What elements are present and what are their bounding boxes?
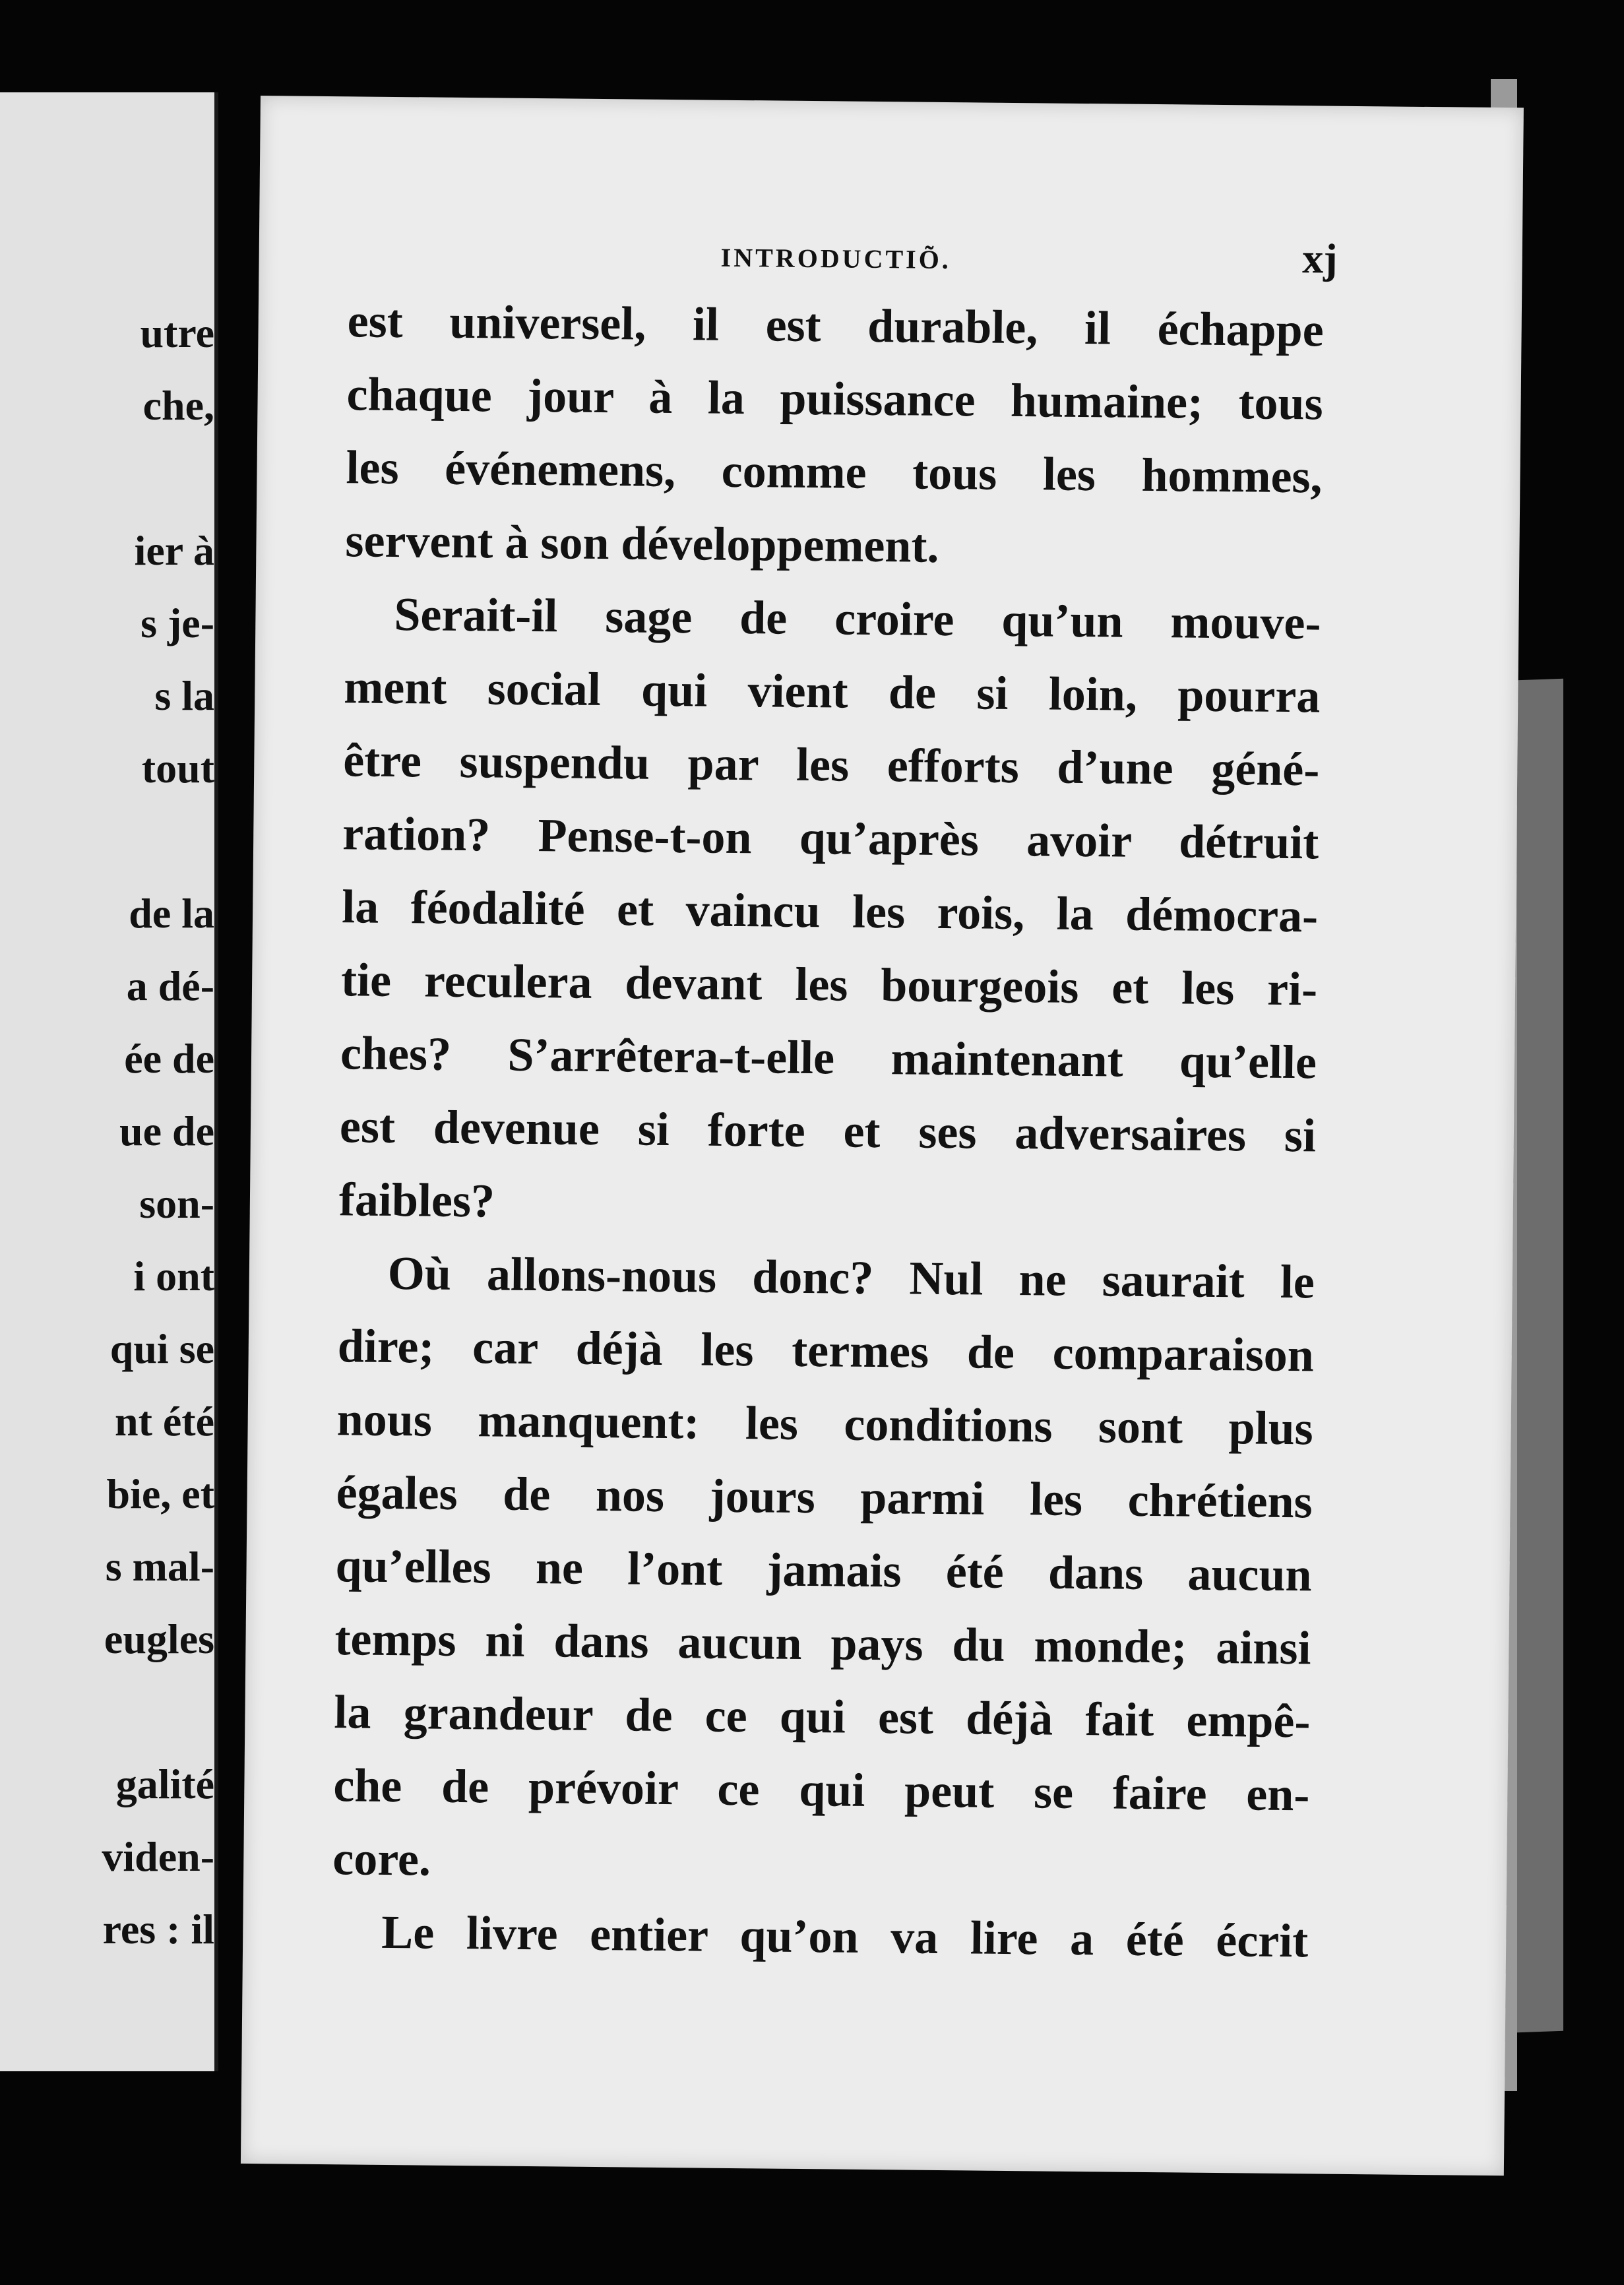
left-page-line: i ont bbox=[133, 1253, 214, 1299]
text-line: est devenue si forte et ses adversaires si bbox=[339, 1100, 1317, 1162]
left-page-line: qui se bbox=[109, 1325, 214, 1372]
text-line: ment social qui vient de si loin, pourra bbox=[344, 660, 1321, 723]
text-line: dire; car déjà les termes de comparaison bbox=[337, 1319, 1315, 1382]
text-line: la féodalité et vaincu les rois, la démocra- bbox=[341, 880, 1319, 943]
text-line: est universel, il est durable, il échappe bbox=[347, 294, 1325, 357]
text-line: les événemens, comme tous les hommes, bbox=[346, 441, 1323, 503]
text-line: chaque jour à la puissance humaine; tous bbox=[346, 367, 1323, 430]
left-page-line bbox=[0, 1675, 214, 1748]
body-text bbox=[332, 284, 1324, 1978]
text-line: faibles? bbox=[338, 1173, 495, 1228]
left-page-line: ier à bbox=[134, 527, 214, 574]
book-page bbox=[241, 96, 1524, 2175]
left-page-line: son- bbox=[139, 1180, 214, 1227]
left-page-line: viden- bbox=[102, 1833, 214, 1880]
text-line: core. bbox=[332, 1832, 431, 1886]
left-page-line: s mal- bbox=[105, 1543, 214, 1590]
left-page-line: ée de bbox=[124, 1035, 214, 1082]
left-page-line: ue de bbox=[119, 1108, 214, 1154]
text-line: qu’elles ne l’ont jamais été dans aucun bbox=[335, 1539, 1312, 1602]
left-page-line: bie, et bbox=[106, 1470, 214, 1517]
left-page-line bbox=[0, 805, 214, 877]
text-line: ration? Pense-t-on qu’après avoir détruit bbox=[342, 807, 1319, 869]
left-page-line: utre bbox=[140, 309, 214, 356]
left-page-line: tout bbox=[141, 745, 214, 792]
text-line: être suspendu par les efforts d’une géné- bbox=[342, 734, 1320, 796]
text-line: égales de nos jours parmi les chrétiens bbox=[336, 1466, 1313, 1528]
left-page-line: che, bbox=[142, 382, 214, 429]
text-line: la grandeur de ce qui est déjà fait empê- bbox=[334, 1685, 1311, 1748]
text-line: nous manquent: les conditions sont plus bbox=[336, 1393, 1314, 1455]
left-page-line: eugles bbox=[104, 1615, 214, 1662]
left-page-line: nt été bbox=[114, 1398, 214, 1445]
text-line: Serait-il sage de croire qu’un mouve- bbox=[394, 587, 1321, 650]
text-line: Le livre entier qu’on va lire a été écrit bbox=[381, 1905, 1309, 1968]
page-stack-edge-shadow bbox=[1517, 679, 1563, 2032]
left-page-text bbox=[0, 297, 214, 1966]
left-page-line: res : il bbox=[102, 1906, 214, 1953]
left-page-line: s je- bbox=[141, 600, 214, 646]
page-number: xj bbox=[1302, 235, 1338, 282]
left-page-line: galité bbox=[115, 1761, 214, 1807]
left-facing-page bbox=[0, 92, 218, 2071]
left-page-line: s la bbox=[154, 672, 214, 719]
text-line: Où allons-nous donc? Nul ne saurait le bbox=[387, 1246, 1315, 1309]
left-page-line bbox=[0, 442, 214, 515]
running-head: INTRODUCTIO͂. bbox=[720, 242, 952, 275]
left-page-line: de la bbox=[129, 890, 214, 937]
left-page-line: a dé- bbox=[126, 962, 214, 1009]
text-line: ches? S’arrêtera-t-elle maintenant qu’elle bbox=[340, 1026, 1317, 1089]
text-line: tie reculera devant les bourgeois et les ri- bbox=[340, 953, 1318, 1016]
text-line: temps ni dans aucun pays du monde; ainsi bbox=[334, 1612, 1311, 1675]
text-line: servent à son développement. bbox=[345, 514, 939, 573]
text-line: che de prévoir ce qui peut se faire en- bbox=[333, 1759, 1310, 1821]
